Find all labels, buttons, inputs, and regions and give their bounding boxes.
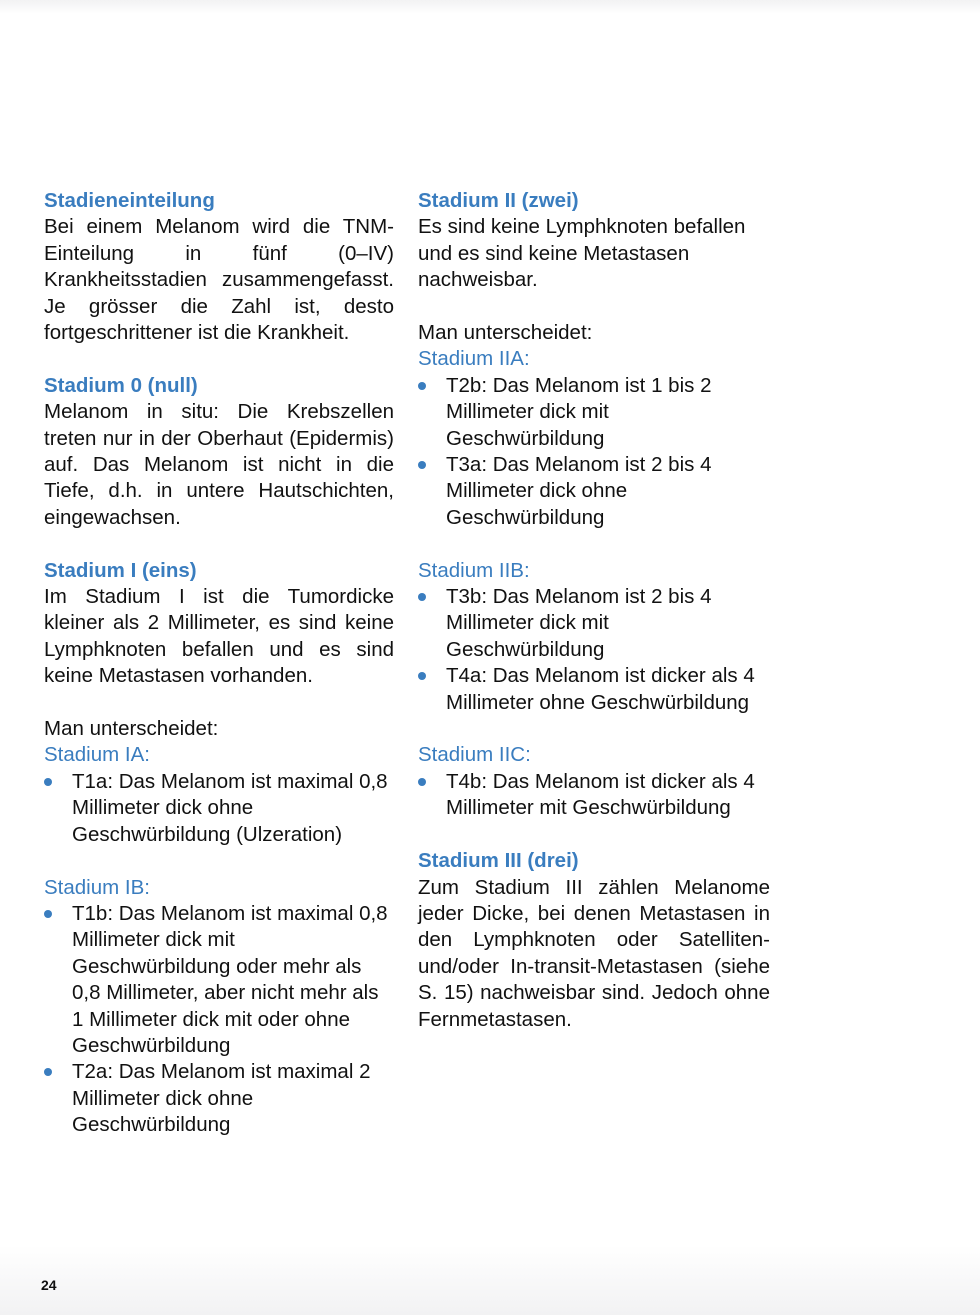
- label-stadium-iic: Stadium IIC:: [418, 743, 531, 767]
- text-stadieneinteilung: Bei einem Melanom wird die TNM-Einteilung in fünf (0–IV) Krankheitsstadien zusammengefasst. Je grösser die Zahl ist, desto fortgeschrittener ist die Krankheit.: [44, 215, 394, 345]
- list-stadium-ib: [44, 901, 394, 1139]
- list-item-text: T1b: Das Melanom ist maximal 0,8 Millimeter dick mit Geschwürbildung oder mehr als 0,8 Millimeter, aber nicht mehr als 1 Millimeter dick mit oder ohne Geschwürbildung: [72, 901, 388, 1057]
- bullet-icon: [418, 461, 426, 469]
- bullet-icon: [44, 910, 52, 918]
- bullet-icon: [418, 593, 426, 601]
- list-item-text: T3a: Das Melanom ist 2 bis 4 Millimeter dick ohne Geschwürbildung: [446, 453, 712, 529]
- list-item-text: T4b: Das Melanom ist dicker als 4 Millimeter mit Geschwürbildung: [446, 769, 755, 820]
- bullet-icon: [418, 672, 426, 680]
- right-column: [418, 188, 770, 1059]
- list-item-text: T1a: Das Melanom ist maximal 0,8 Millimeter dick ohne Geschwürbildung (Ulzeration): [72, 769, 388, 846]
- left-column: [44, 188, 394, 1165]
- text-stadium-2: Es sind keine Lymphknoten befallen und es sind keine Metastasen nachweisbar.: [418, 215, 746, 292]
- heading-stadium-0: Stadium 0 (null): [44, 373, 198, 397]
- list-stadium-iic: [418, 769, 770, 822]
- list-stadium-ia: [44, 769, 394, 848]
- intro-stadium-1: Man unterscheidet:: [44, 717, 219, 741]
- label-stadium-iib: Stadium IIB:: [418, 558, 530, 582]
- heading-stadium-2: Stadium II (zwei): [418, 189, 579, 212]
- list-item: [418, 373, 770, 452]
- list-item: [44, 769, 394, 848]
- label-stadium-ib: Stadium IB:: [44, 875, 150, 899]
- text-stadium-1: Im Stadium I ist die Tumordicke kleiner als 2 Millimeter, es sind keine Lymphknoten befallen und es sind keine Metastasen vorhanden.: [44, 585, 394, 688]
- list-item-text: T3b: Das Melanom ist 2 bis 4 Millimeter dick mit Geschwürbildung: [446, 585, 712, 661]
- list-item: [418, 584, 770, 663]
- section-stadium-2: [418, 188, 770, 822]
- list-item: [44, 901, 394, 1059]
- section-stadieneinteilung: [44, 188, 394, 346]
- section-stadium-3: [418, 848, 770, 1033]
- text-stadium-0: Melanom in situ: Die Krebszellen treten nur in der Oberhaut (Epidermis) auf. Das Melanom ist nicht in die Tiefe, d.h. in untere Hautschichten, eingewachsen.: [44, 400, 394, 529]
- label-stadium-ia: Stadium IA:: [44, 743, 150, 767]
- list-item: [418, 769, 770, 822]
- list-stadium-iib: [418, 584, 770, 716]
- heading-stadieneinteilung: Stadieneinteilung: [44, 189, 215, 212]
- bullet-icon: [418, 382, 426, 390]
- text-stadium-3: Zum Stadium III zählen Melanome jeder Dicke, bei denen Metastasen in den Lymphknoten oder Satelliten- und/oder In-transit-Metastasen (siehe S. 15) nachweisbar sind. Jedoch ohne Fernmetastasen.: [418, 875, 770, 1031]
- label-stadium-iia: Stadium IIA:: [418, 347, 530, 371]
- bullet-icon: [44, 778, 52, 786]
- intro-stadium-2: Man unterscheidet:: [418, 321, 593, 345]
- bullet-icon: [418, 778, 426, 786]
- heading-stadium-1: Stadium I (eins): [44, 558, 197, 582]
- bullet-icon: [44, 1068, 52, 1076]
- list-item: [44, 1059, 394, 1138]
- page-number: 24: [41, 1277, 57, 1293]
- list-item-text: T2a: Das Melanom ist maximal 2 Millimeter dick ohne Geschwürbildung: [72, 1060, 371, 1137]
- list-item: [418, 663, 770, 716]
- section-stadium-1: [44, 558, 394, 1139]
- section-stadium-0: [44, 373, 394, 531]
- heading-stadium-3: Stadium III (drei): [418, 849, 579, 873]
- list-item: [418, 452, 770, 531]
- list-item-text: T4a: Das Melanom ist dicker als 4 Millimeter ohne Geschwürbildung: [446, 664, 755, 714]
- list-item-text: T2b: Das Melanom ist 1 bis 2 Millimeter dick mit Geschwürbildung: [446, 373, 712, 450]
- list-stadium-iia: [418, 373, 770, 531]
